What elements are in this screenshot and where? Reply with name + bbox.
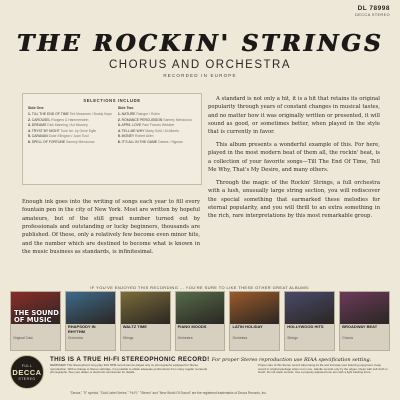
track-item: 3. APRIL LOVE Paul Francis Webster (117, 123, 175, 128)
track-item: 1. TILL THE END OF TIME Ted Mossman / Buddy Kaye (28, 112, 112, 116)
hifi-banner (50, 356, 390, 363)
track-item: 5. MONEY Robert Allen (117, 134, 154, 139)
album-art (66, 292, 115, 324)
side-two-label: Side Two (117, 106, 134, 110)
trademark-notice: "Decca," "5" symbol, "Gold Label Series," "Hi-Fi," "Stereo" and "New World Of Sound" are the registered trademarks of Decca Records, Inc. (70, 391, 267, 395)
album-artist: Strings (122, 336, 134, 340)
album-artist: Strings (287, 336, 298, 340)
album-title-caption: LATIN HOLIDAY (232, 324, 263, 329)
album-title-caption: RHAPSODY IN RHYTHM (67, 324, 96, 334)
album-artist: Orchestra (232, 336, 248, 340)
album-title: THE ROCKIN' STRINGS (16, 30, 384, 57)
track-item: 1. NATURE Rainger / Robin (117, 112, 160, 116)
logo-brand-text: DECCA (12, 367, 42, 377)
album-artist: Orchestra (177, 336, 193, 340)
suggested-albums-banner: IF YOU'VE ENJOYED THIS RECORDING ... YOU'RE SURE TO LIKE THESE OTHER GREAT ALBUMS: (90, 285, 310, 290)
suggested-albums-strip (10, 291, 390, 349)
hifi-headline: THIS IS A TRUE HI-FI STEREOPHONIC RECORD! (50, 356, 210, 363)
fine-print-left: REMINDER! This Stereophonic long play 33⅓ RPM record can be played only on phonographs equipped for Stereo reproduction. With a change to Stereo cartridge, it is possible to obtain adequate performance from many regular monaural phonographs. See your dealer or electronic serviceman for details. (50, 363, 207, 375)
logo-top-text: FULL (21, 363, 33, 368)
hifi-note: For proper Stereo reproduction use RIAA specification setting. (211, 357, 372, 363)
album-art-title: THE SOUND OF MUSIC (14, 309, 59, 324)
track-item: 4. TELL ME WHY Marty Gold / Al Alberts (117, 128, 179, 133)
catalog-number-block (355, 5, 390, 17)
track-item: 2. ROMANCE PERCUSSION Sammy Mendonca (117, 117, 192, 122)
track-item: 6. IT'S ALL IN THE GAME Dawes / Sigman (117, 139, 183, 144)
track-item: 2. CAROUSEL Rodgers & Hammerstein (28, 117, 89, 122)
liner-paragraph: Through the magic of the Rockin' Strings, a full orchestra with a lush, unusually large string section, you will rediscover the special something that earmarked these melodies for eternal popularity, and you will thrill to an extra something in the rich, rare interpretations by this most remarkable group. (208, 179, 380, 220)
decca-stereo-logo (10, 355, 44, 389)
album-thumbnail[interactable] (10, 291, 61, 351)
album-art (121, 292, 170, 324)
liner-notes-left (22, 198, 200, 256)
album-art (176, 292, 225, 324)
album-thumbnail[interactable] (120, 291, 171, 351)
album-art (340, 292, 389, 324)
album-artist: Orchestra (67, 336, 83, 340)
album-artist: Chorus (342, 336, 354, 340)
fine-print-right: Proper care of this Stereo record will prolong its life and increase your listening enjoyment. Keep record in original package when not in use. Handle records only by the edges. Clean with soft cloth or brush. Do not stack records. Use a properly adjusted tone arm with a light tracking force. (258, 363, 388, 375)
album-thumbnail[interactable] (229, 291, 280, 351)
logo-bottom-text: STEREO (18, 376, 36, 381)
liner-paragraph: A standard is not only a hit, it is a hit that retains its original popularity through years of constant changes in musical tastes, and no matter how it was originally written or presented, it will sound as good, or sometimes better, when played in the style that is currently in favor. (208, 96, 380, 136)
album-art (285, 292, 334, 324)
album-subtitle: CHORUS AND ORCHESTRA (108, 59, 292, 71)
album-thumbnail[interactable] (175, 291, 226, 351)
track-item: 5. CARAVAN Duke Ellington / Juan Tizol (28, 134, 89, 139)
side-two-list (118, 106, 196, 146)
liner-paragraph: This album presents a wonderful example of this. For here, played in the most modern beat of them all, the rockin' beat, is a collection of your favorite songs—Till The End Of Time, Tell Me Why, That's My Desire, and many others. (208, 142, 380, 174)
liner-notes-right (208, 95, 380, 225)
album-thumbnail[interactable] (284, 291, 335, 351)
album-title-caption: HOLLYWOOD HITS (287, 324, 324, 329)
catalog-number: DL 78998 (357, 5, 390, 12)
liner-paragraph: Enough ink goes into the writing of songs each year to fill every fountain pen in the city of New York. Most are written by hopeful amateurs, but of the still great number turned out by professionals and outstanding or lucky beginners, thousands are published. Of these, only a relatively few become even minor hits, and the number which are destined to become what is known in the music business as standards, is infinitesimal. (22, 199, 200, 256)
album-thumbnail[interactable] (339, 291, 390, 351)
track-item: 3. DREAMS Dick Manning / Art Mooney (28, 123, 88, 128)
album-thumbnail[interactable] (65, 291, 116, 351)
side-one-label: Side One (28, 106, 44, 110)
side-one-list (28, 106, 112, 146)
album-artist: Original Cast (13, 336, 33, 340)
catalog-sub-label: DECCA STEREO (355, 12, 390, 17)
selections-heading: SELECTIONS INCLUDE (83, 98, 141, 103)
album-title-caption: BROADWAY BEAT (342, 324, 378, 329)
recorded-note: RECORDED IN EUROPE (163, 73, 237, 78)
album-title-caption: PIANO MOODS (177, 324, 207, 329)
album-title-caption: WALTZ TIME (122, 324, 147, 329)
track-item: 4. TRYST BY NIGHT Tune Arr. by Gene Eglin (28, 128, 97, 133)
album-art (230, 292, 279, 324)
selections-box (22, 93, 202, 185)
track-item: 6. SPELL OF FORTUNE Sammy Mendonca (28, 139, 95, 144)
